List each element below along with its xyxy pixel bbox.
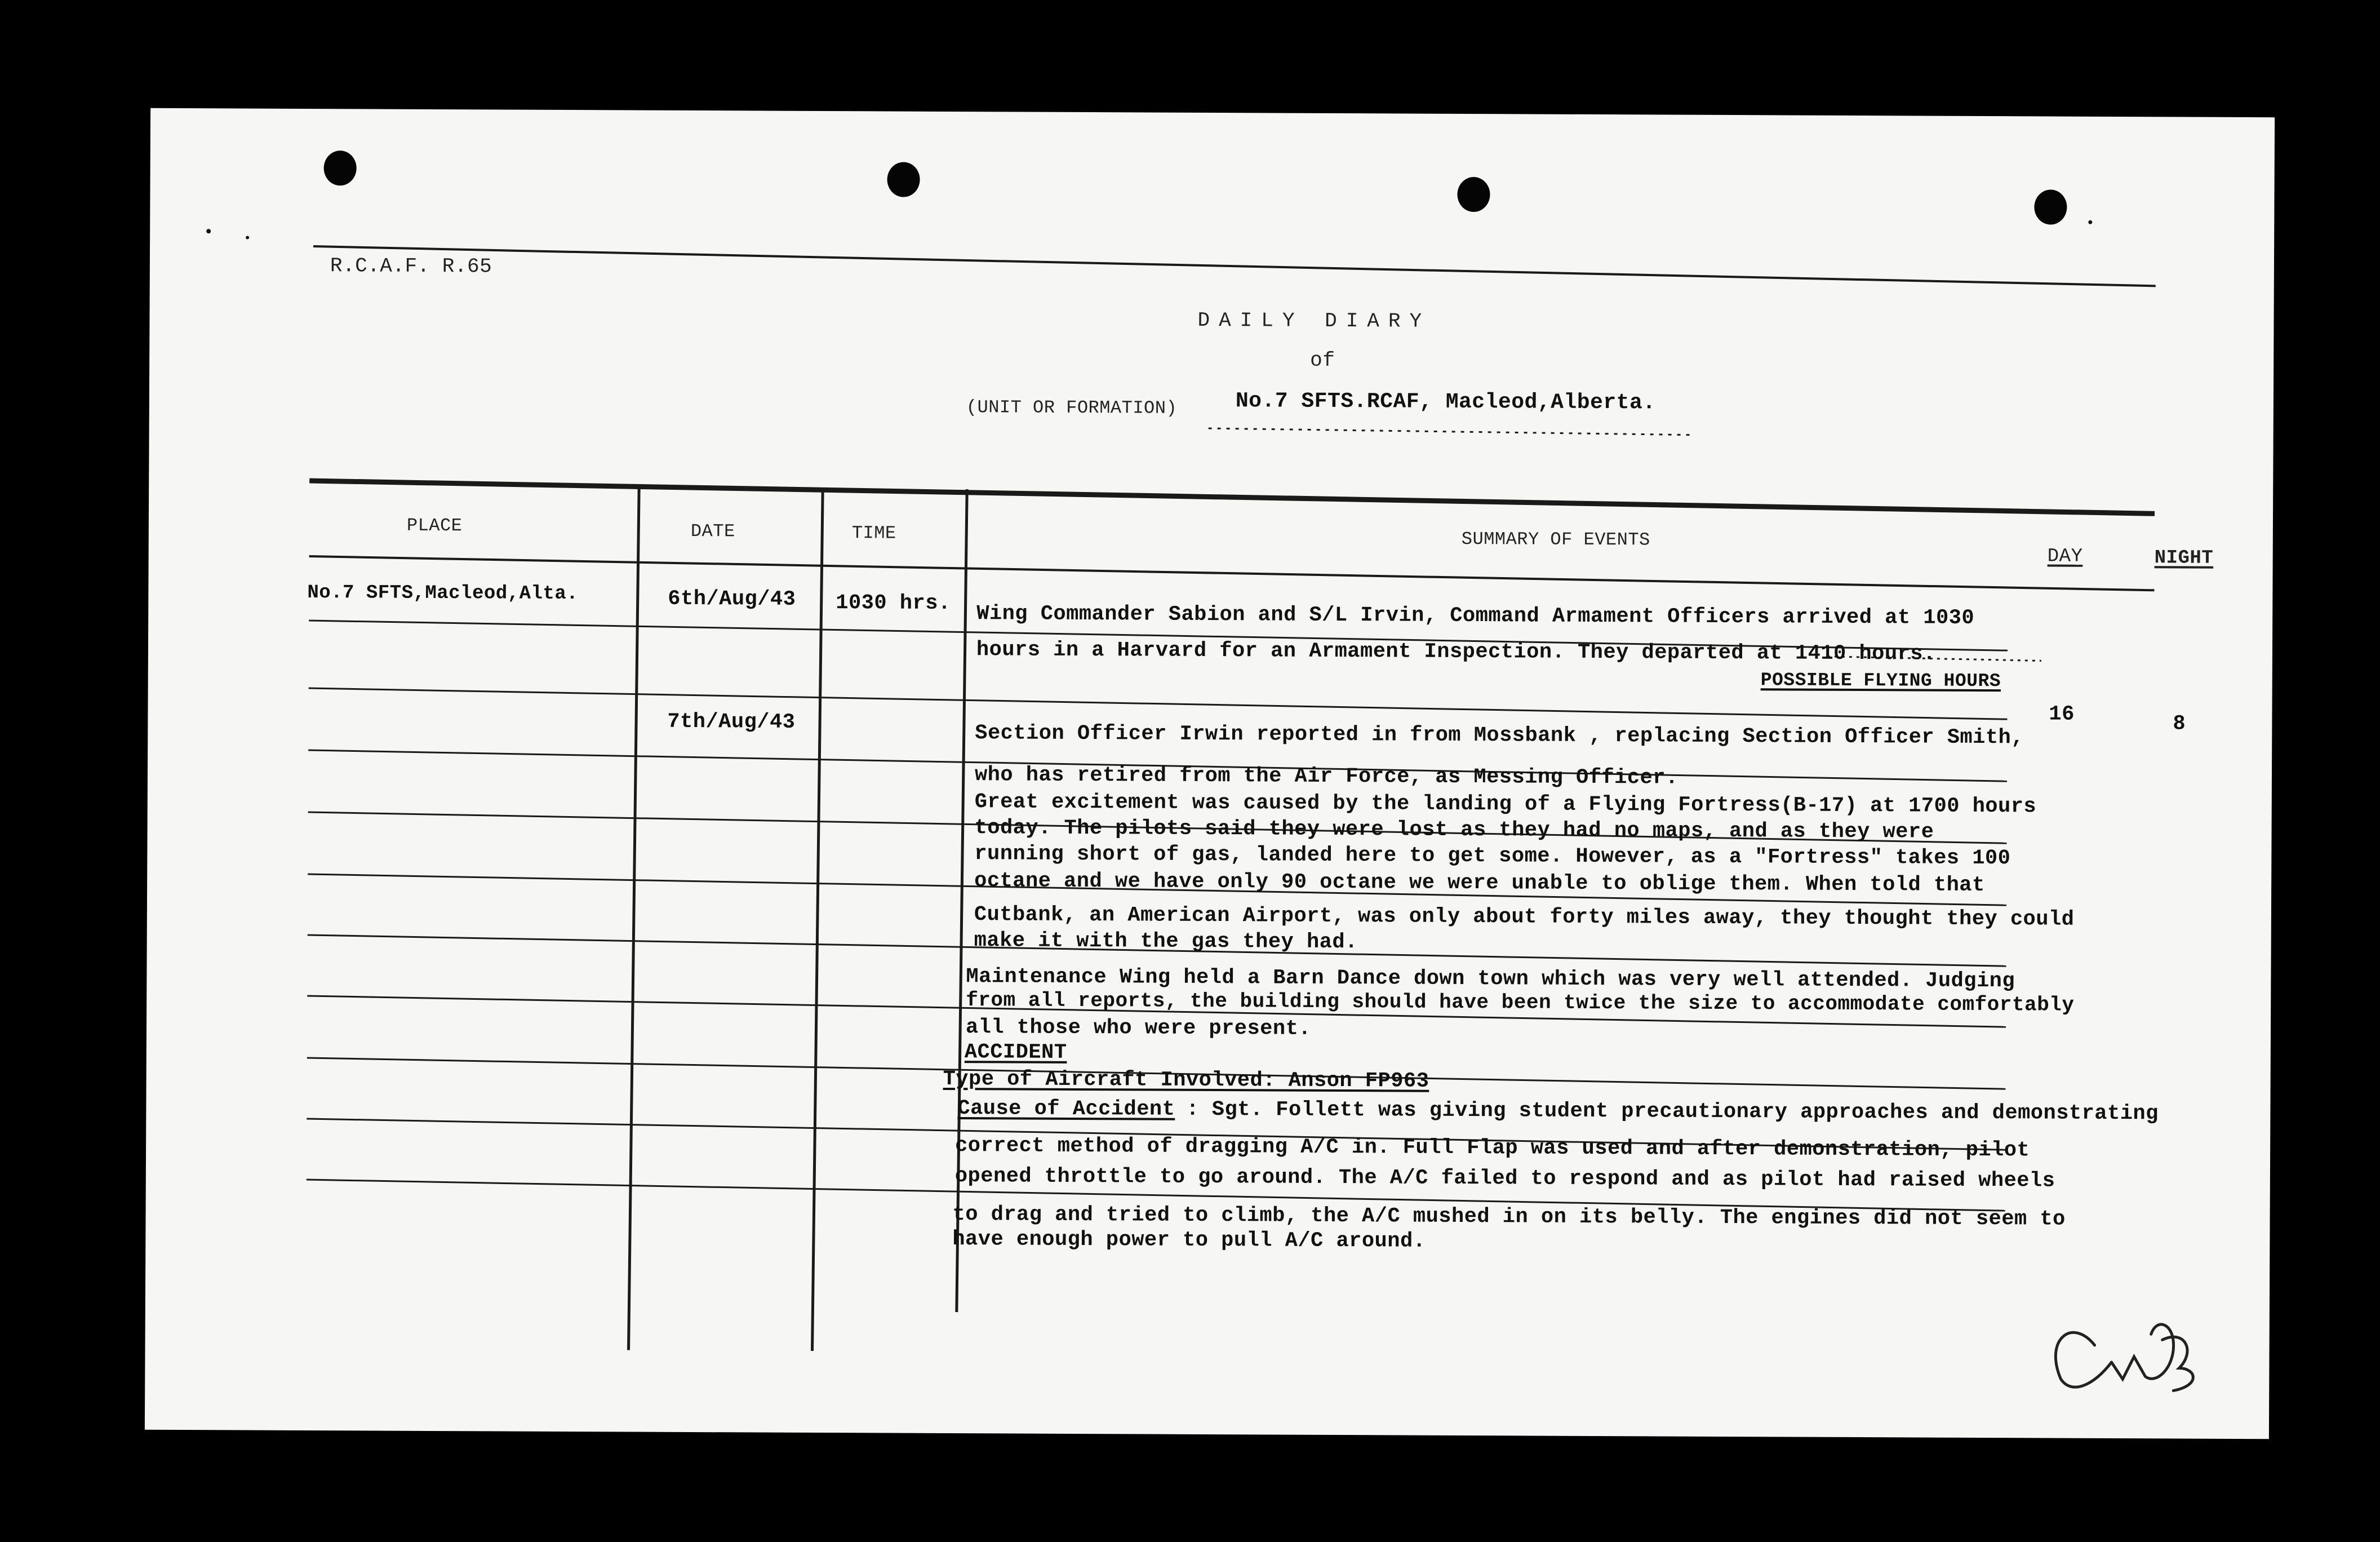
summary-line: all those who were present.	[965, 1016, 1312, 1041]
unit-label: (UNIT OR FORMATION)	[966, 397, 1178, 419]
page-title: DAILY DIARY	[1197, 308, 1431, 333]
summary-line: : Sgt. Follett was giving student precautionary approaches and demonstrating	[1186, 1097, 2159, 1126]
summary-line: hours in a Harvard for an Armament Inspection. They departed at 1410 hours.	[976, 638, 1936, 666]
form-number: R.C.A.F. R.65	[330, 254, 492, 278]
column-header-place: PLACE	[406, 515, 463, 537]
possible-flying-hours-label: POSSIBLE FLYING HOURS	[1760, 670, 2001, 692]
summary-line: to drag and tried to climb, the A/C mushed in on its belly. The engines did not seem to	[952, 1203, 2066, 1231]
title-of: of	[1310, 348, 1335, 372]
summary-line: Wing Commander Sabion and S/L Irvin, Command Armament Officers arrived at 1030	[976, 602, 1975, 630]
summary-line: Great excitement was caused by the landing of a Flying Fortress(B-17) at 1700 hours	[974, 790, 2037, 819]
date-cell-2: 7th/Aug/43	[667, 710, 796, 734]
cause-of-accident-label: Cause of Accident	[957, 1097, 1175, 1122]
summary-line: from all reports, the building should have been twice the size to accommodate comfortably	[966, 989, 2075, 1017]
summary-line: Section Officer Irwin reported in from Mossbank , replacing Section Officer Smith,	[975, 721, 2024, 750]
summary-line: octane and we have only 90 octane we were unable to oblige them. When told that	[974, 869, 1985, 898]
date-cell-1: 6th/Aug/43	[668, 587, 796, 612]
summary-line: opened throttle to go around. The A/C failed to respond and as pilot had raised wheels	[954, 1164, 2055, 1193]
column-header-summary: SUMMARY OF EVENTS	[1461, 528, 1650, 551]
column-header-date: DATE	[690, 520, 735, 542]
place-cell: No.7 SFTS,Macleod,Alta.	[307, 582, 579, 605]
unit-value: No.7 SFTS.RCAF, Macleod,Alberta.	[1235, 389, 1656, 415]
column-header-time: TIME	[851, 522, 896, 544]
summary-line: have enough power to pull A/C around.	[952, 1228, 1426, 1253]
summary-line: make it with the gas they had.	[974, 929, 1358, 955]
accident-heading: ACCIDENT	[964, 1040, 1067, 1065]
column-header-day: DAY	[2047, 546, 2083, 568]
summary-line: today. The pilots said they were lost as they had no maps, and as they were	[974, 816, 1934, 844]
column-header-night: NIGHT	[2154, 547, 2214, 569]
summary-line: Cutbank, an American Airport, was only about forty miles away, they thought they could	[974, 903, 2075, 932]
summary-line: correct method of dragging A/C in. Full Flap was used and after demonstration, pilot	[955, 1134, 2030, 1163]
summary-line: running short of gas, landed here to get some. However, as a "Fortress" takes 100	[974, 842, 2011, 871]
summary-line: who has retired from the Air Force, as Messing Officer.	[974, 763, 1679, 790]
flying-hours-night: 8	[2173, 712, 2186, 736]
diary-page	[145, 108, 2275, 1439]
flying-hours-day: 16	[2049, 702, 2075, 726]
aircraft-involved: Type of Aircraft Involved: Anson FP963	[943, 1067, 1429, 1093]
signature	[2055, 1317, 2202, 1397]
summary-line: Maintenance Wing held a Barn Dance down town which was very well attended. Judging	[966, 965, 2015, 994]
time-cell-1: 1030 hrs.	[836, 591, 951, 615]
